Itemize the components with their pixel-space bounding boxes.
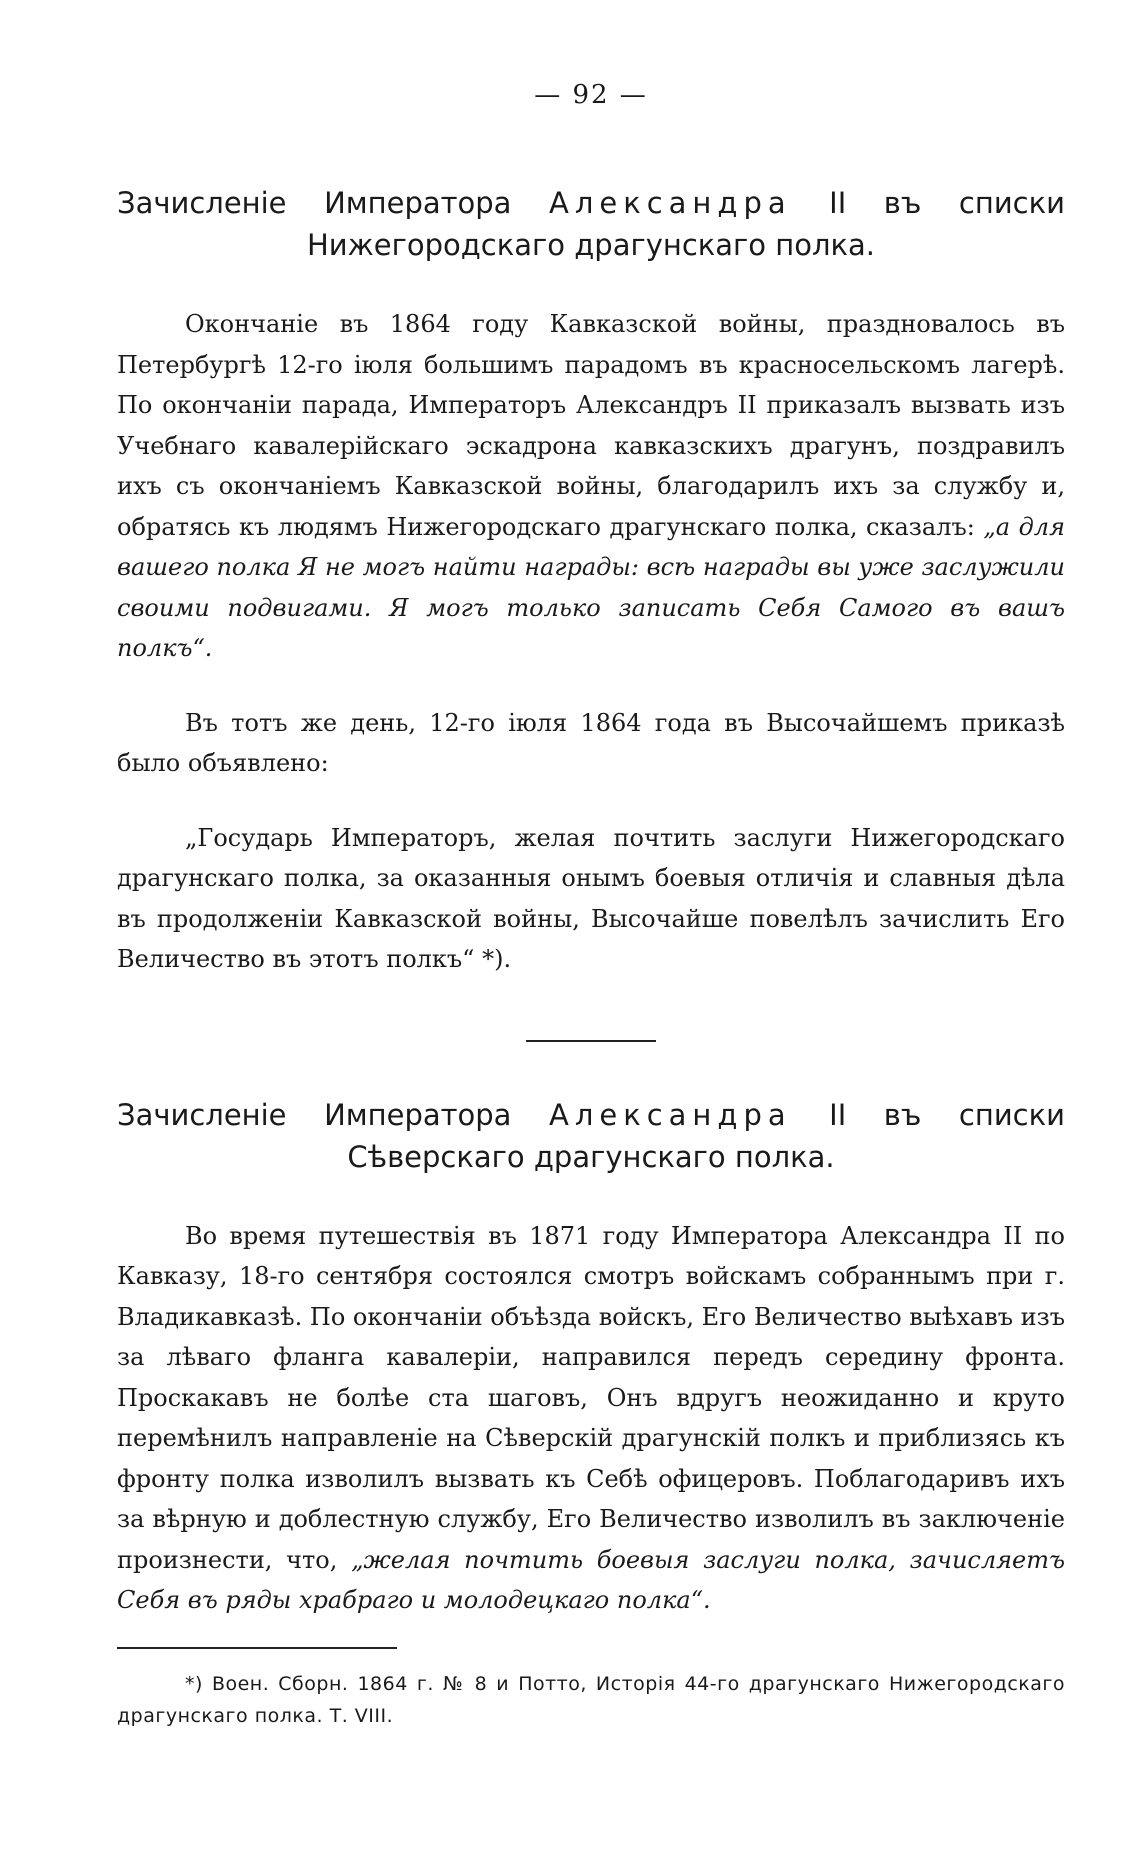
emperor-quote: „желая почтить боевыя заслуги полка, зачисляетъ Себя въ ряды храбраго и молодецкаго полка“. (117, 1545, 1065, 1614)
paragraph-order: Въ тотъ же день, 12-го іюля 1864 года въ Высочайшемъ приказѣ было объявлено: (117, 708, 1065, 777)
heading-text-post: II въ списки Нижегородскаго драгунскаго полка. (307, 186, 1065, 262)
emperor-quote: „а для вашего полка Я не могъ найти награды: всѣ награды вы уже заслужили своими подвигами. Я могъ только записать Себя Самого въ вашъ полкъ“. (117, 512, 1065, 662)
paragraph-text: Во время путешествія въ 1871 году Императора Александра II по Кавказу, 18-го сентября состоялся смотръ войскамъ собраннымъ при г. Владикавказѣ. По окончаніи объѣзда войскъ, Его Величество выѣхавъ изъ за лѣваго фланга кавалеріи, направился передъ середину фронта. Проскакавъ не болѣе ста шаговъ, Онъ вдругъ неожиданно и круто перемѣнилъ направленіе на Сѣверскій драгунскій полкъ и приблизясь къ фронту полка изволилъ вызвать къ Себѣ офицеровъ. Поблагодаривъ ихъ за вѣрную и доблестную службу, Его Величество изволилъ въ заключеніе произнести, что, (117, 1221, 1065, 1574)
section-heading-nizhegorodsky (117, 182, 1065, 266)
footnote-rule (117, 1647, 397, 1649)
book-page (117, 80, 1065, 1751)
order-quote: „Государь Императоръ, желая почтить заслуги Нижегородскаго драгунскаго полка, за оказанныя онымъ боевыя отличія и славныя дѣла въ продолженіи Кавказской войны, Высочайше повелѣлъ зачислить Его Величество въ этотъ полкъ“ *). (117, 823, 1065, 973)
section-divider (526, 1040, 656, 1042)
paragraph-review (117, 1216, 1065, 1621)
heading-emperor-name: Александра (548, 186, 792, 220)
page-number: — 92 — (534, 80, 648, 110)
heading-text-post: II въ списки Сѣверскаго драгунскаго полка. (347, 1097, 1065, 1174)
section-heading-seversky (117, 1094, 1065, 1178)
heading-text-pre: Зачисленіе Императора (117, 1097, 549, 1132)
paragraph-text: Окончаніе въ 1864 году Кавказской войны, праздновалось въ Петербургѣ 12-го іюля большимъ парадомъ въ красносельскомъ лагерѣ. По окончаніи парада, Императоръ Александръ II приказалъ вызвать изъ Учебнаго кавалерійскаго эскадрона кавказскихъ драгунъ, поздравилъ ихъ съ окончаніемъ Кавказской войны, благодарилъ ихъ за службу и, обратясь къ людямъ Нижегородскаго драгунскаго полка, сказалъ: (117, 310, 1065, 541)
heading-text-pre: Зачисленіе Императора (117, 186, 549, 220)
footnote: *) Воен. Сборн. 1864 г. № 8 и Потто, Исторія 44-го драгунскаго Нижегородскаго драгунскаго полка. Т. VIII. (117, 1672, 1065, 1727)
paragraph-celebration (117, 304, 1065, 669)
heading-emperor-name: Александра (548, 1097, 792, 1132)
